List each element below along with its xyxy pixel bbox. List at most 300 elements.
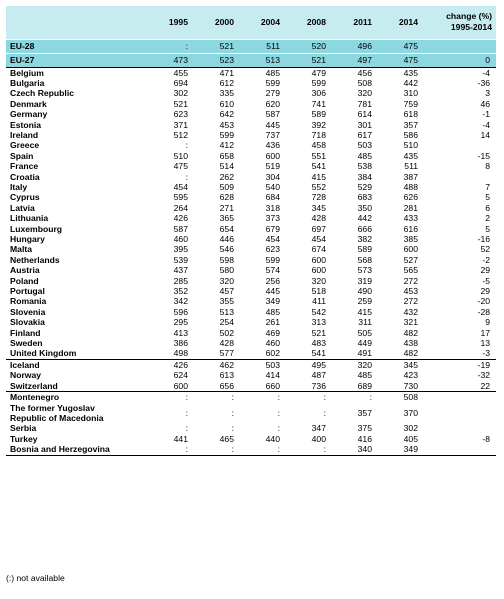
municipal-waste-table [6, 6, 496, 456]
value-cell: 264 [173, 202, 188, 213]
table-row [6, 78, 496, 88]
row-label: Finland [10, 327, 41, 338]
table-row [6, 434, 496, 444]
value-cell: 485 [357, 150, 372, 161]
row-label: Czech Republic [10, 88, 74, 99]
value-cell: 546 [219, 244, 234, 255]
value-cell: 261 [265, 317, 280, 328]
value-cell: : [277, 407, 280, 418]
change-cell [424, 423, 496, 433]
value-cell: 411 [312, 296, 326, 307]
change-cell [424, 172, 496, 182]
value-cell: 272 [403, 296, 418, 307]
table-row [6, 151, 496, 161]
value-cell: 618 [403, 109, 418, 120]
value-cell: 357 [357, 407, 372, 418]
value-cell: 375 [357, 423, 372, 434]
value-cell: 318 [265, 202, 280, 213]
row-label: Serbia [10, 423, 37, 434]
value-cell: 281 [403, 202, 418, 213]
value-cell: 568 [357, 254, 372, 265]
value-cell: 442 [403, 77, 418, 88]
change-cell: 14 [480, 129, 490, 140]
change-cell: -8 [482, 433, 490, 444]
table-row [6, 296, 496, 306]
value-cell: 539 [173, 254, 188, 265]
row-label: Slovenia [10, 306, 46, 317]
table-row [6, 338, 496, 348]
value-cell: 513 [219, 306, 234, 317]
table-row [6, 120, 496, 130]
value-cell: 598 [219, 254, 234, 265]
value-cell: 385 [403, 234, 418, 244]
table-row [6, 328, 496, 338]
value-cell: 435 [403, 150, 418, 161]
value-cell: 503 [240, 359, 286, 370]
change-cell: 5 [485, 192, 490, 203]
row-label: Ireland [10, 129, 39, 140]
value-cell: 654 [219, 223, 234, 234]
row-label: EU-27 [6, 53, 148, 67]
value-cell: 415 [357, 306, 372, 317]
value-cell: 357 [403, 119, 418, 130]
row-label: Malta [10, 244, 32, 255]
change-cell: 6 [485, 202, 490, 213]
table-row [6, 423, 496, 433]
value-cell: 602 [265, 348, 280, 359]
value-cell: 642 [219, 109, 234, 120]
row-label: Switzerland [10, 380, 58, 391]
value-cell: 666 [357, 223, 372, 234]
value-cell: 587 [173, 223, 188, 234]
value-cell: 320 [311, 275, 326, 286]
value-cell: 279 [265, 88, 280, 99]
value-cell: 285 [173, 275, 188, 286]
table-row [6, 203, 496, 213]
table-row [6, 234, 496, 244]
change-cell: 52 [480, 244, 490, 255]
header-row [6, 6, 496, 39]
value-cell: 304 [265, 171, 280, 182]
header-cell-year: 2014 [378, 6, 424, 39]
value-cell: 321 [403, 317, 418, 328]
table-row [6, 192, 496, 202]
value-cell: 628 [219, 192, 234, 203]
row-label: Lithuania [10, 213, 49, 224]
value-cell: 347 [311, 423, 326, 434]
value-cell: 313 [311, 317, 326, 328]
value-cell: 612 [219, 77, 234, 88]
value-cell: 599 [219, 129, 234, 140]
value-cell: 510 [173, 150, 188, 161]
value-cell: 320 [219, 275, 234, 286]
value-cell: 541 [311, 161, 326, 172]
value-cell: 400 [311, 433, 326, 444]
value-cell: 428 [311, 213, 326, 224]
table-row [6, 255, 496, 265]
value-cell: : [286, 392, 332, 403]
value-cell: 423 [403, 370, 418, 381]
value-cell: 458 [311, 140, 326, 151]
footnote: (:) not available [6, 573, 65, 583]
change-cell: -2 [482, 254, 490, 265]
value-cell: : [277, 423, 280, 434]
value-cell: 454 [173, 181, 188, 192]
value-cell: 319 [357, 275, 372, 286]
value-cell: 684 [265, 192, 280, 203]
value-cell: 565 [403, 265, 418, 276]
aggregate-row [6, 39, 496, 53]
row-label: Portugal [10, 286, 45, 297]
value-cell: 541 [311, 348, 326, 359]
change-cell: 5 [485, 223, 490, 234]
value-cell: 759 [403, 98, 418, 109]
change-cell: 46 [480, 98, 490, 109]
change-cell: -19 [424, 359, 496, 370]
value-cell: 311 [358, 317, 372, 328]
value-cell: 301 [357, 119, 372, 130]
table-row [6, 213, 496, 223]
change-cell: -4 [424, 67, 496, 78]
value-cell: 373 [265, 213, 280, 224]
value-cell: 405 [403, 433, 418, 444]
value-cell: 306 [311, 88, 326, 99]
header-cell-year: 1995 [148, 6, 194, 39]
value-cell: 574 [265, 265, 280, 276]
table-row [6, 172, 496, 182]
value-cell: 502 [219, 327, 234, 338]
row-label: Montenegro [6, 392, 148, 403]
change-cell: 7 [485, 181, 490, 192]
value-cell: 454 [311, 234, 326, 244]
change-cell: -28 [477, 306, 490, 317]
row-label: Germany [10, 109, 48, 120]
value-cell: 488 [403, 181, 418, 192]
value-cell: 513 [240, 53, 286, 67]
value-cell: 614 [357, 109, 372, 120]
row-label: Slovakia [10, 317, 45, 328]
value-cell: 518 [311, 286, 326, 297]
value-cell: 577 [219, 348, 234, 359]
value-cell: 599 [265, 77, 280, 88]
value-cell: 473 [148, 53, 194, 67]
row-label: Denmark [10, 98, 47, 109]
value-cell: 442 [357, 213, 372, 224]
value-cell: 485 [240, 67, 286, 78]
value-cell: 527 [403, 254, 418, 265]
value-cell: 462 [194, 359, 240, 370]
value-cell: 340 [332, 444, 378, 455]
row-label: Latvia [10, 202, 35, 213]
table-row [6, 182, 496, 192]
value-cell: 349 [265, 296, 280, 307]
value-cell: 475 [378, 39, 424, 53]
table-row [6, 276, 496, 286]
row-label: EU-28 [6, 39, 148, 53]
value-cell: 254 [219, 317, 234, 328]
value-cell: 599 [311, 77, 326, 88]
value-cell: 508 [378, 392, 424, 403]
value-cell: 435 [378, 67, 424, 78]
table-row [6, 224, 496, 234]
value-cell: : [332, 392, 378, 403]
value-cell: 540 [265, 181, 280, 192]
row-label: Luxembourg [10, 223, 63, 234]
value-cell: 521 [173, 98, 188, 109]
value-cell: 728 [311, 192, 326, 203]
value-cell: 626 [403, 192, 418, 203]
change-cell: -15 [477, 150, 490, 161]
value-cell: 445 [265, 286, 280, 297]
value-cell: 365 [219, 213, 234, 224]
value-cell: 349 [378, 444, 424, 455]
row-label: United Kingdom [10, 348, 77, 359]
value-cell: 487 [311, 370, 326, 381]
value-cell: 259 [357, 296, 372, 307]
table-row [6, 99, 496, 109]
value-cell: : [194, 444, 240, 455]
value-cell: 469 [265, 327, 280, 338]
value-cell: 623 [173, 109, 188, 120]
value-cell: 475 [378, 53, 424, 67]
value-cell: 392 [311, 119, 326, 130]
value-cell: 352 [173, 286, 188, 297]
value-cell: 491 [357, 348, 372, 359]
value-cell: 415 [311, 171, 326, 182]
row-label: Sweden [10, 338, 43, 349]
header-cell-change: change (%) 1995-2014 [424, 6, 496, 39]
value-cell: 660 [265, 380, 280, 391]
value-cell: 310 [403, 88, 418, 99]
value-cell: 335 [219, 88, 234, 99]
value-cell: 697 [311, 223, 326, 234]
value-cell: 495 [286, 359, 332, 370]
value-cell: 342 [173, 296, 188, 307]
change-cell: -20 [477, 296, 490, 307]
table-row [6, 265, 496, 275]
table-row [6, 286, 496, 296]
value-cell: 371 [173, 119, 188, 130]
table-row [6, 244, 496, 254]
value-cell: 483 [311, 338, 326, 349]
value-cell: 453 [219, 119, 234, 130]
value-cell: 456 [332, 67, 378, 78]
table-row [6, 109, 496, 119]
row-label: Italy [10, 181, 28, 192]
value-cell: 460 [173, 234, 188, 244]
value-cell: 437 [173, 265, 188, 276]
value-cell: 302 [403, 423, 418, 434]
value-cell: 600 [403, 244, 418, 255]
value-cell: 412 [219, 140, 234, 151]
value-cell: 482 [403, 348, 418, 359]
value-cell: 262 [219, 171, 234, 182]
value-cell: : [286, 444, 332, 455]
value-cell: 580 [219, 265, 234, 276]
value-cell: 552 [311, 181, 326, 192]
value-cell: 436 [265, 140, 280, 151]
value-cell: 689 [357, 380, 372, 391]
value-cell: 426 [148, 359, 194, 370]
value-cell: 413 [173, 327, 188, 338]
row-label: Greece [10, 140, 40, 151]
table-container [6, 6, 496, 456]
value-cell: 271 [219, 202, 234, 213]
value-cell: 416 [357, 433, 372, 444]
value-cell: 508 [357, 77, 372, 88]
value-cell: 510 [403, 140, 418, 151]
value-cell: 386 [173, 338, 188, 349]
row-label: Austria [10, 265, 40, 276]
value-cell: 741 [311, 98, 326, 109]
value-cell: 596 [173, 306, 188, 317]
value-cell: 428 [219, 338, 234, 349]
value-cell: 446 [219, 234, 234, 244]
change-cell: 29 [480, 286, 490, 297]
table-row [6, 307, 496, 317]
table-row [6, 444, 496, 455]
value-cell: 683 [357, 192, 372, 203]
value-cell: 387 [403, 171, 418, 182]
value-cell: 384 [357, 171, 372, 182]
value-cell: 302 [173, 88, 188, 99]
value-cell: 781 [357, 98, 372, 109]
value-cell: 599 [265, 254, 280, 265]
value-cell: 460 [265, 338, 280, 349]
value-cell: 538 [357, 161, 372, 172]
value-cell: 600 [311, 254, 326, 265]
table-row [6, 370, 496, 380]
change-cell [424, 444, 496, 455]
value-cell: 272 [403, 275, 418, 286]
change-cell: -5 [482, 275, 490, 286]
value-cell: 600 [311, 265, 326, 276]
value-cell: 432 [403, 306, 418, 317]
value-cell: 521 [311, 327, 326, 338]
row-label: Bulgaria [10, 77, 45, 88]
value-cell: 497 [332, 53, 378, 67]
change-cell: 2 [485, 213, 490, 224]
table-row [6, 359, 496, 370]
value-cell: 620 [265, 98, 280, 109]
value-cell: 694 [173, 77, 188, 88]
value-cell: 730 [403, 380, 418, 391]
value-cell: 438 [403, 338, 418, 349]
value-cell: 482 [403, 327, 418, 338]
row-label: Estonia [10, 119, 42, 130]
row-label: The former Yugoslav Republic of Macedonia [10, 402, 104, 423]
change-cell: 0 [424, 53, 496, 67]
row-label: Netherlands [10, 254, 60, 265]
row-label: Hungary [10, 234, 45, 244]
value-cell: 449 [357, 338, 372, 349]
value-cell: 586 [403, 129, 418, 140]
value-cell: : [185, 423, 188, 434]
value-cell: : [148, 392, 194, 403]
value-cell: : [240, 392, 286, 403]
row-label: Croatia [10, 171, 40, 182]
change-cell: 29 [480, 265, 490, 276]
value-cell: 587 [265, 109, 280, 120]
table-row [6, 67, 496, 78]
value-cell: : [323, 407, 326, 418]
value-cell: 320 [332, 359, 378, 370]
row-label: Romania [10, 296, 47, 307]
table-row [6, 392, 496, 403]
value-cell: 616 [403, 223, 418, 234]
value-cell: 511 [404, 161, 418, 172]
value-cell: 573 [357, 265, 372, 276]
value-cell: 529 [357, 181, 372, 192]
header-cell-year: 2011 [332, 6, 378, 39]
value-cell: 521 [194, 39, 240, 53]
value-cell: 600 [173, 380, 188, 391]
header-cell-year: 2008 [286, 6, 332, 39]
change-cell: 22 [480, 380, 490, 391]
value-cell: 736 [311, 380, 326, 391]
change-cell: -4 [482, 119, 490, 130]
value-cell: 503 [357, 140, 372, 151]
value-cell: 623 [265, 244, 280, 255]
row-label: Cyprus [10, 192, 40, 203]
value-cell: 441 [173, 433, 188, 444]
value-cell: 613 [219, 370, 234, 381]
value-cell: 658 [219, 150, 234, 161]
value-cell: 589 [311, 109, 326, 120]
value-cell: 295 [173, 317, 188, 328]
row-label: Norway [10, 370, 42, 381]
value-cell: : [194, 392, 240, 403]
value-cell: 465 [219, 433, 234, 444]
row-label: France [10, 161, 39, 172]
value-cell: 509 [219, 181, 234, 192]
value-cell: 542 [311, 306, 326, 317]
value-cell: : [148, 444, 194, 455]
value-cell: 345 [311, 202, 326, 213]
value-cell: 674 [311, 244, 326, 255]
change-cell [424, 392, 496, 403]
value-cell: 457 [219, 286, 234, 297]
change-cell: 13 [480, 338, 490, 349]
table-row [6, 161, 496, 171]
header-cell-year: 2000 [194, 6, 240, 39]
value-cell: 656 [219, 380, 234, 391]
header-cell-country [6, 6, 148, 39]
value-cell: 520 [286, 39, 332, 53]
value-cell: 519 [265, 161, 280, 172]
change-cell: 17 [480, 327, 490, 338]
table-row [6, 130, 496, 140]
value-cell: 433 [403, 213, 418, 224]
value-cell: : [185, 171, 188, 182]
change-cell: -1 [482, 109, 490, 120]
value-cell: 511 [240, 39, 286, 53]
value-cell: 600 [265, 150, 280, 161]
value-cell: 485 [357, 370, 372, 381]
row-label: Iceland [6, 359, 148, 370]
value-cell: 610 [219, 98, 234, 109]
value-cell: : [231, 423, 234, 434]
value-cell: 345 [378, 359, 424, 370]
value-cell: 350 [357, 202, 372, 213]
value-cell: 498 [173, 348, 188, 359]
value-cell: 595 [173, 192, 188, 203]
value-cell: 523 [194, 53, 240, 67]
value-cell: 454 [265, 234, 280, 244]
change-cell: -36 [477, 77, 490, 88]
value-cell: 496 [332, 39, 378, 53]
value-cell: 514 [219, 161, 234, 172]
